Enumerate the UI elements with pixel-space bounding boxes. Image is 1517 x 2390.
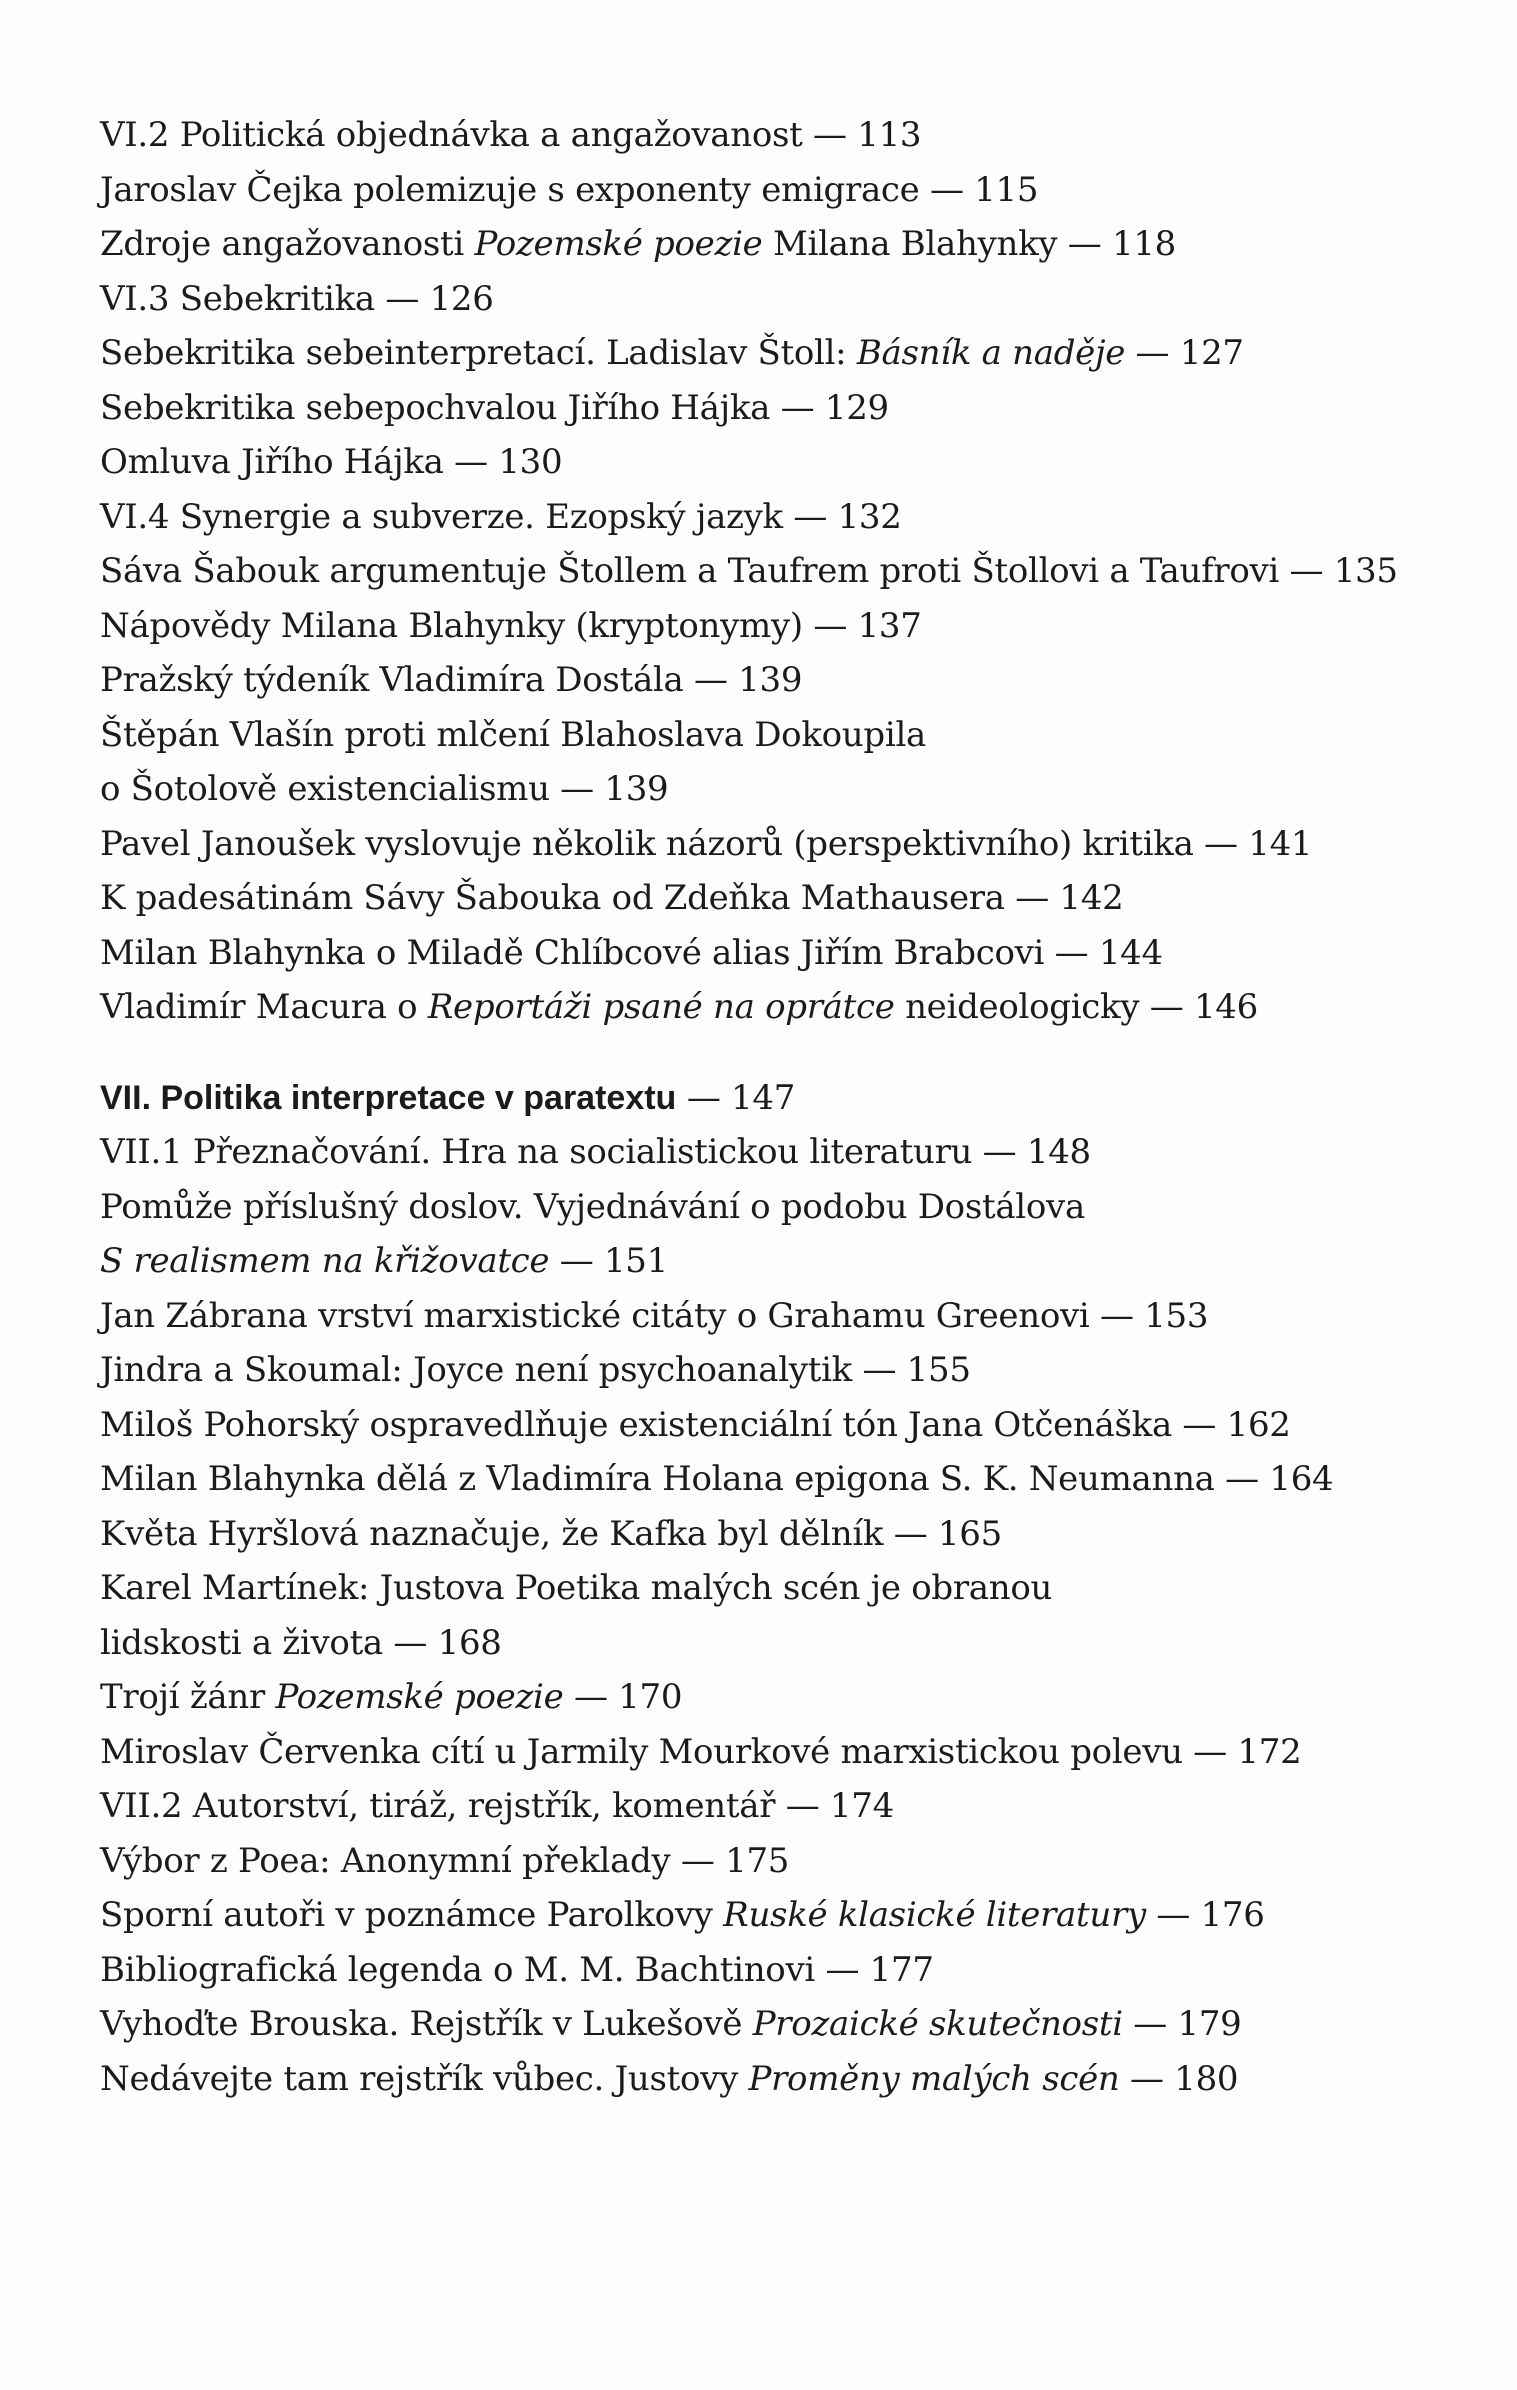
toc-entry-text: Milana Blahynky — 118 — [762, 224, 1176, 264]
toc-entry-text: K padesátinám Sávy Šabouka od Zdeňka Mathausera — 142 — [100, 878, 1124, 918]
toc-entry — [100, 1943, 1480, 1998]
toc-entry-text: Výbor z Poea: Anonymní překlady — 175 — [100, 1840, 790, 1881]
chapter-heading-vii — [100, 1071, 1480, 1126]
toc-entry — [100, 1997, 1480, 2052]
toc-entry-italic-title: Proměny malých scén — [748, 2058, 1120, 2099]
toc-entry — [100, 1234, 1480, 1289]
toc-entry-text: Jaroslav Čejka polemizuje s exponenty emigrace — 115 — [100, 169, 1039, 210]
toc-entry — [100, 1779, 1480, 1834]
toc-entry-italic-title: S realismem na křižovatce — [100, 1241, 550, 1281]
toc-entry-text: VI.3 Sebekritika — 126 — [100, 278, 494, 319]
toc-entry-text: Štěpán Vlašín proti mlčení Blahoslava Dokoupila — [100, 714, 926, 755]
toc-entry-italic-title: Pozemské poezie — [474, 224, 763, 264]
toc-entry — [100, 980, 1480, 1035]
toc-entry-text: Nedávejte tam rejstřík vůbec. Justovy — [100, 2058, 749, 2099]
toc-entry-text: Sebekritika sebepochvalou Jiřího Hájka — 129 — [100, 387, 889, 428]
toc-entry-text: Miroslav Červenka cítí u Jarmily Mourkové marxistickou polevu — 172 — [100, 1731, 1302, 1772]
toc-entry-text: Jan Zábrana vrství marxistické citáty o Grahamu Greenovi — 153 — [100, 1295, 1209, 1336]
toc-section-vi — [100, 108, 1480, 1035]
toc-entry — [100, 490, 1480, 545]
toc-entry — [100, 708, 1480, 763]
toc-entry — [100, 1452, 1480, 1507]
toc-entry-text: Pomůže příslušný doslov. Vyjednávání o podobu Dostálova — [100, 1186, 1085, 1227]
toc-entry-text: Omluva Jiřího Hájka — 130 — [100, 442, 563, 482]
toc-entry-text: — 151 — [549, 1241, 668, 1281]
toc-entry-text: Sebekritika sebeinterpretací. Ladislav Štoll: — [100, 333, 857, 373]
toc-entry — [100, 2052, 1480, 2107]
toc-entry-text: Karel Martínek: Justova Poetika malých scén je obranou — [100, 1568, 1053, 1608]
toc-entry-text: o Šotolově existencialismu — 139 — [100, 769, 669, 809]
toc-entry-text: Sporní autoři v poznámce Parolkovy — [100, 1895, 724, 1935]
toc-entry-text: VII.1 Přeznačování. Hra na socialistickou literaturu — 148 — [100, 1132, 1091, 1172]
toc-entry-text: Pražský týdeník Vladimíra Dostála — 139 — [100, 660, 803, 700]
toc-entry-italic-title: Prozaické skutečnosti — [752, 2004, 1123, 2044]
toc-entry-text: VI.4 Synergie a subverze. Ezopský jazyk — 132 — [100, 496, 902, 537]
toc-entry-text: VI.2 Politická objednávka a angažovanost — 113 — [100, 115, 922, 155]
toc-entry — [100, 272, 1480, 327]
toc-entry-text: — 127 — [1125, 333, 1244, 373]
toc-entry-text: Jindra a Skoumal: Joyce není psychoanalytik — 155 — [100, 1350, 971, 1390]
toc-entry — [100, 1834, 1480, 1889]
chapter-title: VII. Politika interpretace v paratextu — [100, 1078, 677, 1117]
toc-entry — [100, 1125, 1480, 1180]
toc-section-vii — [100, 1125, 1480, 2106]
toc-entry-italic-title: Pozemské poezie — [275, 1677, 564, 1717]
toc-entry — [100, 653, 1480, 708]
toc-entry-text: Květa Hyršlová naznačuje, že Kafka byl dělník — 165 — [100, 1513, 1002, 1554]
toc-entry-text: Miloš Pohorský ospravedlňuje existenciální tón Jana Otčenáška — 162 — [100, 1404, 1291, 1445]
toc-entry — [100, 1670, 1480, 1725]
toc-entry — [100, 926, 1480, 981]
toc-entry — [100, 544, 1480, 599]
toc-entry — [100, 871, 1480, 926]
toc-entry-text: — 179 — [1122, 2004, 1242, 2044]
toc-entry-text: lidskosti a života — 168 — [100, 1622, 502, 1663]
toc-entry-text: Zdroje angažovanosti — [100, 224, 475, 264]
toc-entry-italic-title: Ruské klasické literatury — [723, 1895, 1146, 1935]
toc-entry — [100, 1616, 1480, 1671]
toc-entry-text: neideologicky — 146 — [894, 987, 1258, 1027]
toc-entry — [100, 1289, 1480, 1344]
toc-entry-text: Vyhoďte Brouska. Rejstřík v Lukešově — [100, 2004, 753, 2044]
table-of-contents — [100, 108, 1480, 2106]
toc-entry — [100, 163, 1480, 218]
toc-entry-italic-title: Básník a naděje — [856, 333, 1126, 373]
toc-entry — [100, 108, 1480, 163]
toc-entry — [100, 381, 1480, 436]
toc-entry — [100, 1725, 1480, 1780]
toc-entry-text: Milan Blahynka dělá z Vladimíra Holana epigona S. K. Neumanna — 164 — [100, 1459, 1334, 1499]
toc-entry — [100, 1180, 1480, 1235]
toc-entry-text: Vladimír Macura o — [100, 987, 428, 1027]
toc-entry-text: — 170 — [563, 1677, 683, 1717]
toc-entry-text: Trojí žánr — [100, 1677, 276, 1717]
toc-entry — [100, 762, 1480, 817]
toc-entry-text: Nápovědy Milana Blahynky (kryptonymy) — 137 — [100, 605, 922, 646]
toc-entry-text: Sáva Šabouk argumentuje Štollem a Taufrem proti Štollovi a Taufrovi — 135 — [100, 551, 1398, 591]
toc-entry — [100, 1561, 1480, 1616]
chapter-page: — 147 — [676, 1077, 796, 1118]
toc-entry — [100, 1343, 1480, 1398]
toc-entry — [100, 1888, 1480, 1943]
toc-entry — [100, 435, 1480, 490]
toc-entry-text: — 180 — [1119, 2058, 1239, 2099]
toc-entry — [100, 1398, 1480, 1453]
toc-entry-text: Milan Blahynka o Miladě Chlíbcové alias Jiřím Brabcovi — 144 — [100, 932, 1163, 973]
toc-entry-text: — 176 — [1145, 1895, 1265, 1935]
toc-entry-text: Pavel Janoušek vyslovuje několik názorů (perspektivního) kritika — 141 — [100, 823, 1313, 864]
toc-entry — [100, 326, 1480, 381]
toc-entry — [100, 599, 1480, 654]
toc-entry-italic-title: Reportáži psané na oprátce — [427, 987, 895, 1027]
toc-entry-text: Bibliografická legenda o M. M. Bachtinovi — 177 — [100, 1949, 934, 1990]
toc-entry — [100, 817, 1480, 872]
toc-entry — [100, 1507, 1480, 1562]
toc-entry-text: VII.2 Autorství, tiráž, rejstřík, komentář — 174 — [100, 1786, 894, 1826]
toc-entry — [100, 217, 1480, 272]
